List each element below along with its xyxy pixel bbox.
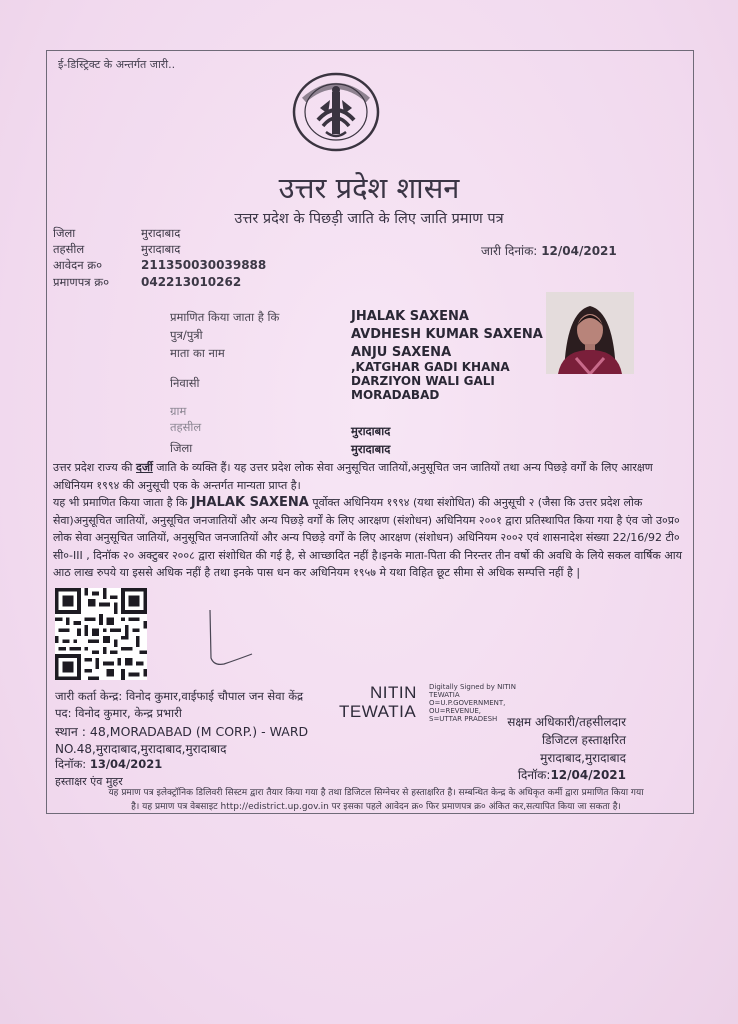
digital-signature-detail-2: TEWATIA [429, 691, 460, 699]
mother-name-label: माता का नाम [170, 346, 225, 360]
digital-signature-details [429, 683, 516, 723]
tehsil-field-label: तहसील [170, 420, 202, 434]
caste-paragraph-text-a: उत्तर प्रदेश राज्य की [53, 461, 137, 474]
authority-date-label: दिनॉक: [517, 768, 551, 782]
certified-label: प्रमाणित किया जाता है कि [170, 310, 280, 324]
issuer-post: पद: विनोद कुमार, केन्द्र प्रभारी [55, 706, 182, 720]
certificate-title: उत्तर प्रदेश के पिछड़ी जाति के लिए जाति प्रमाण पत्र [234, 211, 504, 227]
application-no-value: 211350030039888 [141, 258, 267, 272]
issuing-center: जारी कर्ता केन्द्र: विनोद कुमार,वाईफाई चौपाल जन सेवा केंद्र [55, 689, 304, 703]
mother-name: ANJU SAXENA [351, 345, 452, 360]
issuer-place-line-2: NO.48,मुरादाबाद,मुरादाबाद,मुरादाबाद [55, 742, 227, 756]
tehsil-field-value: मुरादाबाद [351, 424, 391, 438]
address-line-2: DARZIYON WALI GALI [351, 374, 495, 388]
applicant-name: JHALAK SAXENA [351, 309, 469, 324]
application-no-label: आवेदन क्र० [53, 258, 103, 272]
signature-seal-label: हस्ताक्षर एंव मुहर [55, 775, 123, 788]
son-daughter-label: पुत्र/पुत्री [170, 328, 203, 342]
up-government-emblem [290, 70, 382, 154]
digital-signature-detail-5: S=UTTAR PRADESH [429, 715, 498, 723]
verification-qr-code [55, 588, 147, 680]
address-line-1: ,KATGHAR GADI KHANA [351, 360, 510, 374]
caste-name: दर्जी [136, 461, 153, 474]
government-title: उत्तर प्रदेश शासन [278, 171, 460, 205]
issuer-date-label: दिनॉक: [55, 757, 90, 771]
applicant-photo [546, 292, 634, 374]
authority-date-value: 12/04/2021 [550, 768, 626, 782]
certification-applicant-name: JHALAK SAXENA [190, 495, 309, 510]
issuer-date [55, 757, 162, 772]
district-label: जिला [53, 226, 76, 240]
e-district-note: ई-डिस्ट्रिक्ट के अन्तर्गत जारी.. [58, 58, 176, 71]
digital-signature-detail-4: OU=REVENUE, [429, 707, 482, 715]
issuer-date-value: 13/04/2021 [89, 757, 163, 771]
district-field-label: जिला [170, 441, 193, 455]
caste-paragraph-text-b: जाति के व्यक्ति हैं। यह उत्तर प्रदेश लोक सेवा अनुसूचित जातियों,अनुसूचित जन जातियों तथा अन्य पिछड़े वर्गों के लिए आरक्षण अधिनियम १९९४ की अनुसूची एक के अन्तर्गत मान्यता प्राप्त है। [53, 461, 653, 492]
certification-paragraph-text-b: पूर्वोक्त अधिनियम १९९४ (यथा संशोधित) की अनुसूची २ (जैसा कि उत्तर प्रदेश लोक सेवा)अनुसूचित जातियों, अनुसूचित जनजातियों और अन्य पिछड़े वर्गों के लिए आरक्षण (संशोधन) अधिनियम २००१ द्वारा प्रतिस्थापित किया गया है एंव जो उ०प्र० लोक सेवा अनुसूचित जातियों, अनुसूचित जनजातियों और अन्य पिछड़े वर्गों के लिए आरक्षण (संशोधन) अधिनियम २००२ एवं शासनादेश संख्या 22/16/92 टी० सी०-III , दिनॉक २० अक्टुबर २००८ द्वारा संशोधित की गई है, से आच्छादित नहीं है।इनके माता-पिता की निरन्तर तीन वर्षो की अवधि के लिये सकल वार्षिक आय आठ लाख रुपये या इससे अधिक नहीं है तथा इनके पास धन कर अधिनियम १९५७ मे यथा विहित छूट सीमा से अधिक सम्पत्ति नहीं है | [53, 496, 682, 580]
district-field-value: मुरादाबाद [351, 442, 391, 456]
district-value: मुरादाबाद [141, 226, 181, 240]
authority-place: मुरादाबाद,मुरादाबाद [540, 751, 626, 765]
handwritten-signature [196, 606, 276, 672]
village-label: ग्राम [170, 404, 187, 418]
footer-note-1: यह प्रमाण पत्र इलेक्ट्रॉनिक डिलिवरी सिस्टम द्वारा तैयार किया गया है तथा डिजिटल सिग्नेचर से हस्ताक्षरित है। सम्बन्धित केन्द्र के अधिकृत कर्मी द्वारा प्रमाणित किया गया [108, 788, 644, 798]
father-name: AVDHESH KUMAR SAXENA [351, 327, 543, 342]
certification-paragraph-text-a: यह भी प्रमाणित किया जाता है कि [53, 496, 191, 509]
digitally-signed-label: डिजिटल हस्ताक्षरित [542, 733, 626, 747]
issuer-place-line-1: स्थान : 48,MORADABAD (M CORP.) - WARD [55, 724, 309, 739]
digital-signature-name-1: NITIN [370, 683, 417, 702]
digital-signature [339, 683, 516, 723]
digital-signature-detail-3: O=U.P.GOVERNMENT, [429, 699, 506, 707]
digital-signature-detail-1: Digitally Signed by NITIN [429, 683, 516, 691]
issue-date [481, 242, 617, 259]
tehsil-label: तहसील [53, 242, 85, 256]
digital-signature-name-2: TEWATIA [339, 702, 417, 721]
authority-date [518, 766, 626, 783]
resident-label: निवासी [170, 376, 200, 390]
certificate-no-value: 042213010262 [141, 275, 242, 289]
address-line-3: MORADABAD [351, 388, 440, 402]
competent-authority: सक्षम अधिकारी/तहसीलदार [507, 715, 626, 729]
issue-date-value: 12/04/2021 [541, 244, 617, 258]
certification-paragraph [53, 494, 683, 582]
caste-paragraph [53, 459, 683, 494]
issue-date-label: जारी दिनांक: [481, 244, 538, 258]
tehsil-value: मुरादाबाद [141, 242, 181, 256]
footer-note-2: है। यह प्रमाण पत्र वेबसाइट http://edistrict.up.gov.in पर इसका पहले आवेदन क्र० फिर प्रमाणपत्र क्र० अंकित कर,सत्यापित किया जा सकता है। [131, 802, 621, 812]
certificate-no-label: प्रमाणपत्र क्र० [53, 275, 110, 289]
